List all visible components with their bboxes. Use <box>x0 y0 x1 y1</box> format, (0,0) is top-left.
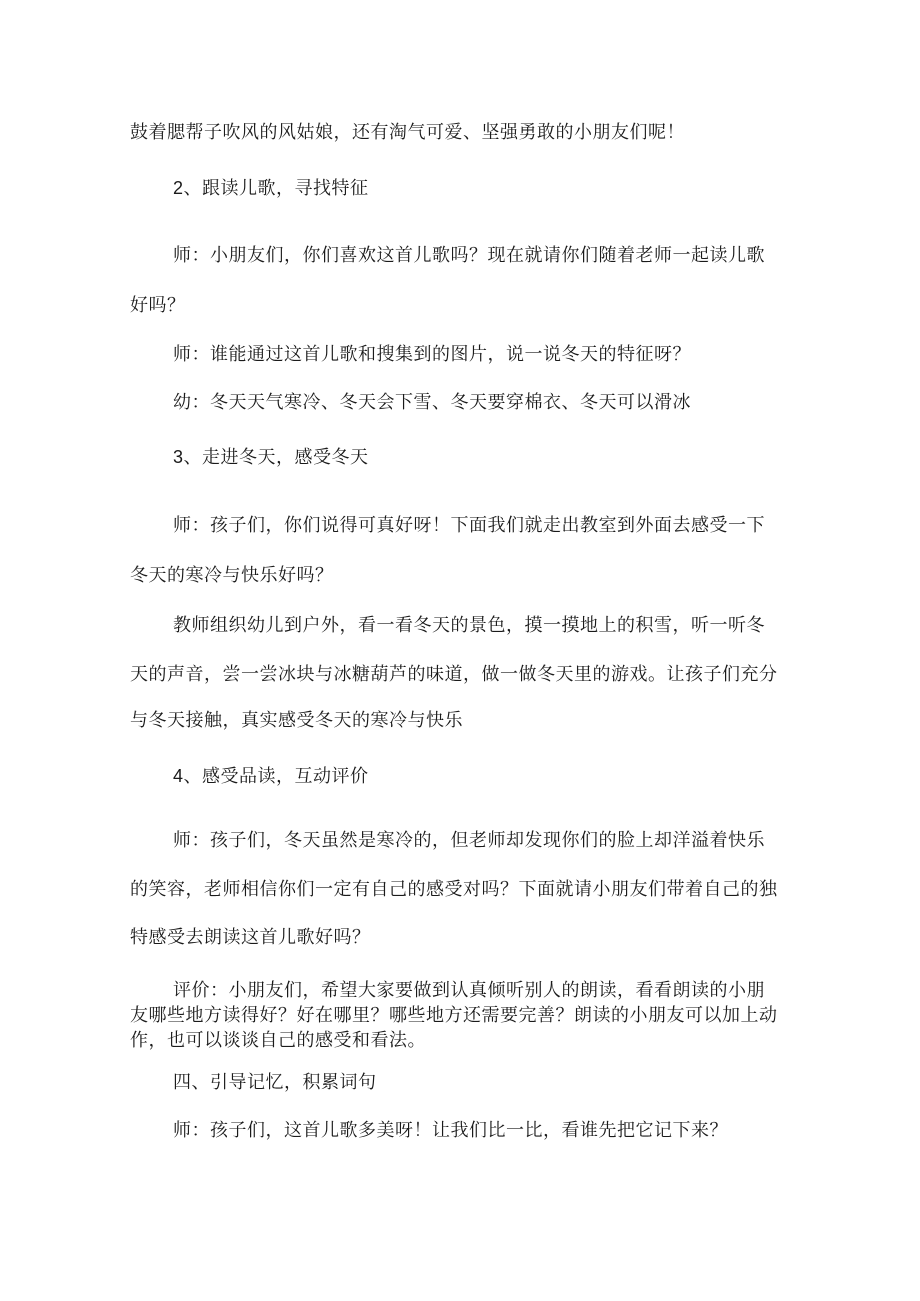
paragraph-line: 特感受去朗读这首儿歌好吗？ <box>130 927 371 948</box>
paragraph-line: 与冬天接触，真实感受冬天的寒冷与快乐 <box>130 710 463 731</box>
paragraph-line: 天的声音，尝一尝冰块与冰糖葫芦的味道，做一做冬天里的游戏。让孩子们充分 <box>130 664 778 685</box>
section-heading: 四、引导记忆，积累词句 <box>173 1072 377 1093</box>
paragraph-line: 师：小朋友们，你们喜欢这首儿歌吗？现在就请你们随着老师一起读儿歌 <box>173 245 765 266</box>
paragraph-line: 作，也可以谈谈自己的感受和看法。 <box>130 1030 426 1051</box>
paragraph-line: 师：孩子们，冬天虽然是寒冷的，但老师却发现你们的脸上却洋溢着快乐 <box>173 830 765 851</box>
paragraph-line: 师：孩子们，这首儿歌多美呀！让我们比一比，看谁先把它记下来？ <box>173 1120 728 1141</box>
paragraph-line: 师：孩子们，你们说得可真好呀！下面我们就走出教室到外面去感受一下 <box>173 515 765 536</box>
paragraph-line: 师：谁能通过这首儿歌和搜集到的图片，说一说冬天的特征呀？ <box>173 344 691 365</box>
section-heading: 4、感受品读，互动评价 <box>173 766 369 786</box>
paragraph-line: 好吗？ <box>130 295 186 316</box>
paragraph-line: 冬天的寒冷与快乐好吗？ <box>130 565 334 586</box>
paragraph-line: 教师组织幼儿到户外，看一看冬天的景色，摸一摸地上的积雪，听一听冬 <box>173 615 765 636</box>
paragraph-line: 的笑容，老师相信你们一定有自己的感受对吗？下面就请小朋友们带着自己的独 <box>130 879 778 900</box>
paragraph-line: 友哪些地方读得好？好在哪里？哪些地方还需要完善？朗读的小朋友可以加上动 <box>130 1005 778 1026</box>
paragraph-line: 评价：小朋友们，希望大家要做到认真倾听别人的朗读，看看朗读的小朋 <box>173 980 765 1001</box>
section-heading: 3、走进冬天，感受冬天 <box>173 447 369 467</box>
paragraph-line: 幼：冬天天气寒冷、冬天会下雪、冬天要穿棉衣、冬天可以滑冰 <box>173 392 691 413</box>
paragraph-line: 鼓着腮帮子吹风的风姑娘，还有淘气可爱、坚强勇敢的小朋友们呢！ <box>130 122 685 143</box>
section-heading: 2、跟读儿歌，寻找特征 <box>173 178 369 198</box>
